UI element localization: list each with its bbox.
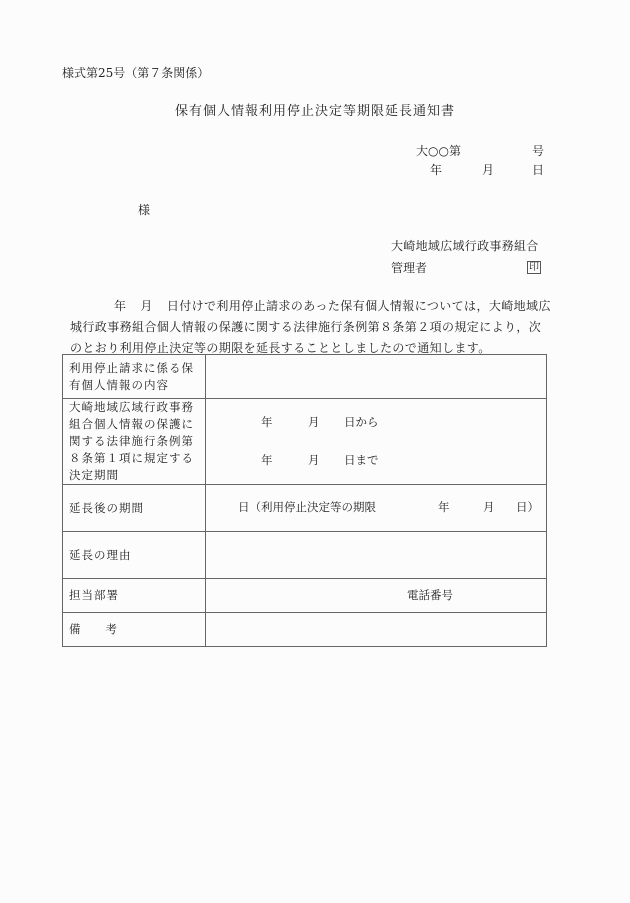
extended-days-text: 日（利用停止決定等の期限 [238,500,376,514]
issue-date-day: 日 [531,163,544,177]
period-from-day: 日から [344,414,379,429]
issue-date-year: 年 [430,163,443,177]
reference-suffix: 号 [531,144,544,158]
label-remarks [63,613,206,647]
body-line-2: 城行政事務組合個人情報の保護に関する法律施行条例第８条第２項の規定により，次 [70,320,542,334]
table-row-decision-period [63,399,547,485]
period-from-year: 年 [261,414,273,429]
document-title: 保有個人情報利用停止決定等期限延長通知書 [174,104,455,119]
extended-day: 日） [516,500,539,514]
period-from [212,414,540,432]
body-date-month: 月 [140,299,153,313]
table-row-department [63,579,547,613]
field-decision-period[interactable] [206,399,547,485]
label-reason: 延長の理由 [63,532,206,579]
seal-icon: 印 [529,262,539,273]
phone-label: 電話番号 [407,588,453,602]
table-row-content [63,355,547,399]
label-content: 利用停止請求に係る保有個人情報の内容 [63,355,206,399]
body-line-1 [70,296,550,317]
label-extended-period: 延長後の期間 [63,485,206,532]
table-row-extended-period [63,485,547,532]
table-row-remarks [63,613,547,647]
label-department: 担当部署 [63,579,206,613]
field-reason[interactable] [206,532,547,579]
field-content[interactable] [206,355,547,399]
sender-admin [391,262,541,274]
field-remarks[interactable] [206,613,547,647]
body-date-year: 年 [114,299,127,313]
sender-organization: 大崎地域広域行政事務組合 [391,239,539,253]
notice-form-table [62,354,547,647]
body-line-3: のとおり利用停止決定等の期限を延長することとしましたので通知します。 [70,341,491,355]
form-number: 様式第25号（第７条関係） [62,66,210,80]
extended-year: 年 [438,500,450,514]
period-to-day: 日まで [344,452,379,467]
table-row-reason [63,532,547,579]
body-line-1-rest: 日付けで利用停止請求のあった保有個人情報については，大崎地域広 [166,299,551,313]
remarks-char-1: 備 [69,622,82,636]
issue-date-month: 月 [482,163,495,177]
period-to [212,452,540,470]
field-extended-period[interactable] [206,485,547,532]
addressee: 様 [138,203,151,217]
period-to-month: 月 [308,452,320,467]
extended-month: 月 [483,500,495,514]
notice-body [70,296,550,359]
reference-prefix: 大○○第 [416,144,461,158]
remarks-char-2: 考 [105,622,118,636]
period-from-month: 月 [308,414,320,429]
field-department[interactable] [206,579,547,613]
label-decision-period: 大崎地域広域行政事務組合個人情報の保護に関する法律施行条例第８条第１項に規定する決定期間 [63,399,206,485]
period-to-year: 年 [261,452,273,467]
sender-title: 管理者 [391,261,428,275]
